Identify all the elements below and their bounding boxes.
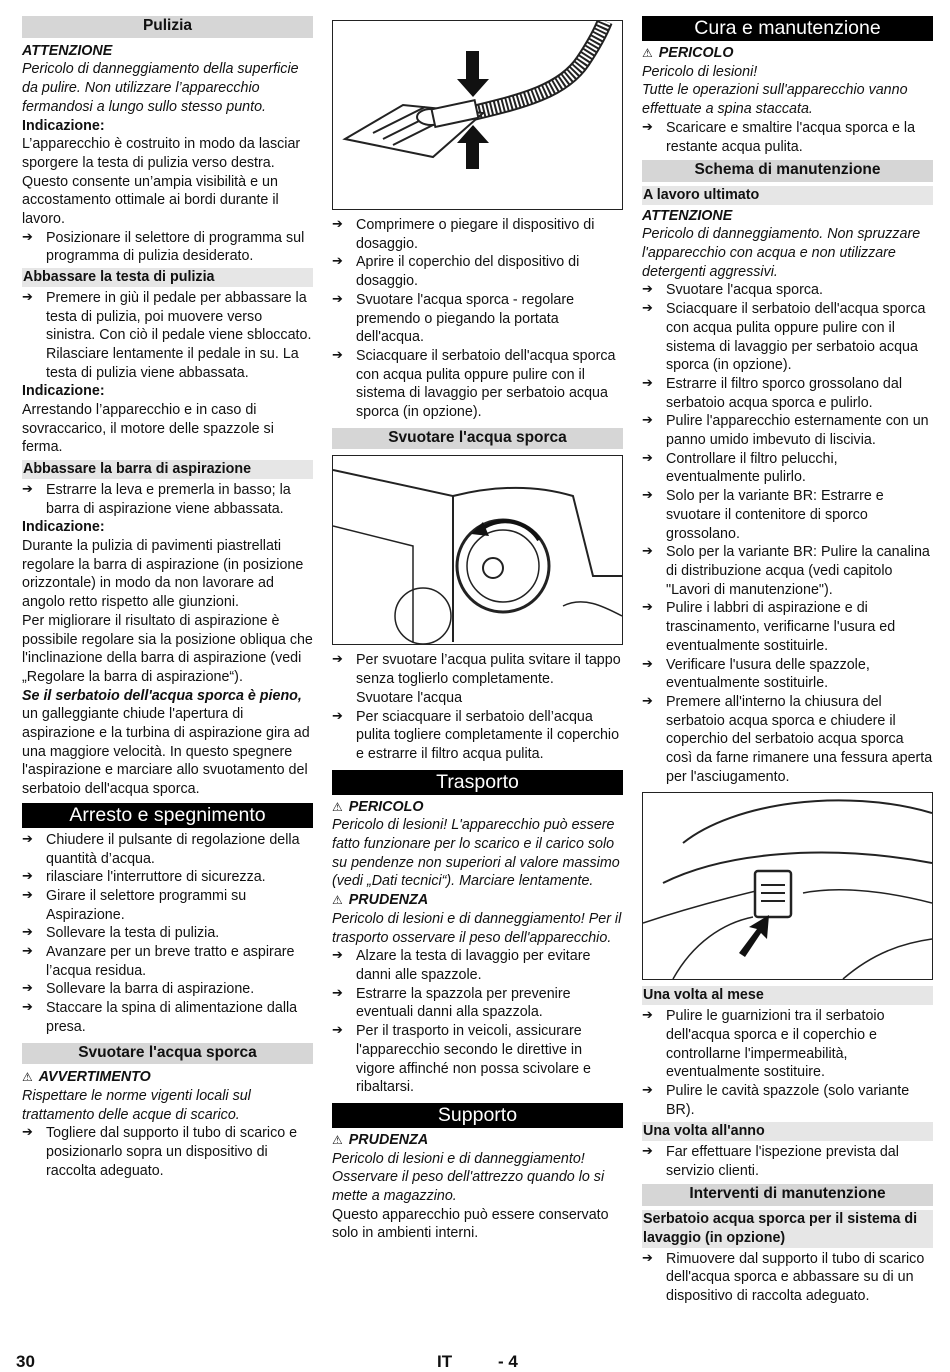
step-item: ➔ Pulire l'apparecchio esternamente con un panno umido imbevuto di liscivia.	[642, 412, 933, 449]
step-item: ➔ Aprire il coperchio del dispositivo di dosaggio.	[332, 253, 623, 290]
step-item: ➔ Controllare il filtro pelucchi, eventualmente pulirlo.	[642, 450, 933, 487]
step-item: ➔ Svuotare l'acqua sporca.	[642, 281, 933, 300]
step-list	[22, 831, 313, 1037]
caution-label: ⚠ PRUDENZA	[332, 892, 429, 909]
step-list	[22, 1124, 313, 1180]
step-list	[332, 651, 623, 763]
paragraph	[22, 687, 313, 799]
step-item: ➔ Per il trasporto in veicoli, assicurare l'apparecchio secondo le direttive in vigore affinché non possa scivolare e ribaltarsi.	[332, 1022, 623, 1097]
step-item: ➔ Solo per la variante BR: Estrarre e svuotare il contenitore di sporco grossolano.	[642, 487, 933, 543]
step-item: ➔ Staccare la spina di alimentazione dalla presa.	[22, 999, 313, 1036]
warning-text: Rispettare le norme vigenti locali sul trattamento delle acque di scarico.	[22, 1087, 251, 1123]
step-item: ➔ Chiudere il pulsante di regolazione della quantità d’acqua.	[22, 831, 313, 868]
step-item: ➔ Svuotare l'acqua sporca - regolare premendo o piegando la portata dell'acqua.	[332, 291, 623, 347]
subheading-abbassare-barra: Abbassare la barra di aspirazione	[22, 460, 313, 479]
warning-triangle-icon: ⚠	[332, 893, 343, 908]
section-heading-svuotare: Svuotare l'acqua sporca	[22, 1043, 313, 1065]
paragraph: Durante la pulizia di pavimenti piastrellati regolare la barra di aspirazione (in posizione orizzontale) in modo da non lavorare ad angolo retto rispetto alle giunzioni.	[22, 537, 304, 611]
danger-label: ⚠ PERICOLO	[642, 45, 734, 61]
column-3	[642, 16, 933, 1306]
step-list	[332, 947, 623, 1097]
section-heading-cura: Cura e manutenzione	[642, 16, 933, 41]
step-item: ➔ Estrarre la spazzola per prevenire eventuali danni alla spazzola.	[332, 985, 623, 1022]
section-heading-supporto: Supporto	[332, 1103, 623, 1128]
step-item: ➔ Far effettuare l'ispezione prevista dal servizio clienti.	[642, 1143, 933, 1180]
step-item: ➔ Per svuotare l’acqua pulita svitare il tappo senza toglierlo completamente. Svuotare l'acqua	[332, 651, 623, 707]
figure-drain-cap	[332, 455, 623, 645]
section-heading-interventi: Interventi di manutenzione	[642, 1184, 933, 1206]
step-item: ➔ Rimuovere dal supporto il tubo di scarico dell'acqua sporca e abbassare su di un dispositivo di raccolta adeguato.	[642, 1250, 933, 1306]
danger-text: Pericolo di lesioni! Tutte le operazioni sull'apparecchio vanno effettuate a spina staccata.	[642, 63, 908, 118]
step-item: ➔ Pulire le guarnizioni tra il serbatoio dell'acqua sporca e il coperchio e controllarne l'impermeabilità, eventualmente sostituire.	[642, 1007, 933, 1082]
paragraph: Per migliorare il risultato di aspirazione è possibile regolare sia la posizione obliqua che l'inclinazione della barra di aspirazione (vedi „Regolare la barra di aspirazione“).	[22, 612, 313, 685]
caution-label: ⚠ PRUDENZA	[332, 1131, 429, 1148]
step-item: ➔ Verificare l'usura delle spazzole, eventualmente sostituirle.	[642, 656, 933, 693]
section-heading-svuotare: Svuotare l'acqua sporca	[332, 428, 623, 450]
step-list	[642, 1250, 933, 1306]
warning-triangle-icon: ⚠	[332, 1132, 343, 1147]
column-2	[332, 16, 623, 1243]
tank-lid-illustration	[643, 793, 932, 979]
dosing-hose-illustration	[333, 21, 622, 209]
warning-label: ⚠ AVVERTIMENTO	[22, 1069, 151, 1086]
note-label: Indicazione:	[22, 117, 105, 134]
step-list	[22, 481, 313, 518]
page-number: 30	[16, 1352, 35, 1371]
step-item: ➔ Sollevare la barra di aspirazione.	[22, 980, 313, 999]
note-text: Arrestando l’apparecchio e in caso di sovraccarico, il motore delle spazzole si ferma.	[22, 402, 274, 456]
attention-text: Pericolo di danneggiamento della superficie da pulire. Non utilizzare l’apparecchio fermandosi a lungo sullo stesso punto.	[22, 61, 299, 115]
subheading-una-volta-al-mese: Una volta al mese	[642, 986, 933, 1005]
step-item: ➔ Estrarre il filtro sporco grossolano dal serbatoio acqua sporca e pulirlo.	[642, 375, 933, 412]
attention-text: Pericolo di danneggiamento. Non spruzzare l'apparecchio con acqua e non utilizzare detergenti aggressivi.	[642, 226, 921, 280]
danger-label: ⚠ PERICOLO	[332, 798, 424, 815]
subheading-a-lavoro-ultimato: A lavoro ultimato	[642, 186, 933, 205]
danger-text: Pericolo di lesioni! L'apparecchio può essere fatto funzionare per lo scarico e il carico solo su pendenze non superiori al valore massimo (vedi „Dati tecnici“). Marciare lentamente.	[332, 817, 620, 890]
section-heading-trasporto: Trasporto	[332, 770, 623, 795]
emphasis-text: Se il serbatoio dell'acqua sporca è pieno,	[22, 687, 302, 704]
step-list	[332, 216, 623, 422]
step-item: ➔ Togliere dal supporto il tubo di scarico e posizionarlo sopra un dispositivo di raccolta adeguato.	[22, 1124, 313, 1180]
step-item: ➔ Pulire le cavità spazzole (solo variante BR).	[642, 1082, 933, 1119]
step-list	[22, 289, 313, 383]
step-item: ➔ Estrarre la leva e premerla in basso; la barra di aspirazione viene abbassata.	[22, 481, 313, 518]
step-item: ➔ Avanzare per un breve tratto e aspirare l’acqua residua.	[22, 943, 313, 980]
section-heading-schema: Schema di manutenzione	[642, 160, 933, 182]
paragraph-text: un galleggiante chiude l'apertura di aspirazione e la turbina di aspirazione gira ad una maggiore velocità. In questo spegnere l'aspirazione e marciare allo svuotamento del serbatoio dell'acqua sporca.	[22, 706, 310, 798]
attention-label: ATTENZIONE	[22, 42, 113, 59]
step-item: ➔ Solo per la variante BR: Pulire la canalina di distribuzione acqua (vedi capitolo "Lavori di manutenzione").	[642, 543, 933, 599]
step-item: ➔ rilasciare l'interruttore di sicurezza.	[22, 868, 313, 887]
step-item: ➔ Pulire i labbri di aspirazione e di trascinamento, verificarne l'usura ed eventualmente sostituirle.	[642, 599, 933, 655]
subheading-una-volta-allanno: Una volta all'anno	[642, 1122, 933, 1141]
step-item: ➔ Scaricare e smaltire l'acqua sporca e la restante acqua pulita.	[642, 119, 933, 156]
step-item: ➔ Alzare la testa di lavaggio per evitare danni alle spazzole.	[332, 947, 623, 984]
language-code: IT	[437, 1352, 453, 1371]
drain-cap-illustration	[333, 456, 622, 644]
step-list	[642, 281, 933, 786]
step-item: ➔ Comprimere o piegare il dispositivo di dosaggio.	[332, 216, 623, 253]
step-item: ➔ Per sciacquare il serbatoio dell’acqua pulita togliere completamente il coperchio e estrarre il filtro acqua pulita.	[332, 708, 623, 764]
note-label: Indicazione:	[22, 519, 105, 536]
step-list	[642, 119, 933, 156]
section-heading-arresto: Arresto e spegnimento	[22, 803, 313, 828]
caution-text: Pericolo di lesioni e di danneggiamento! Per il trasporto osservare il peso dell'apparecchio.	[332, 910, 622, 946]
section-heading-pulizia: Pulizia	[22, 16, 313, 38]
caution-text: Pericolo di lesioni e di danneggiamento! Osservare il peso dell'attrezzo quando lo si mette a magazzino.	[332, 1150, 605, 1205]
step-item-extra: Svuotare l'acqua	[356, 689, 463, 706]
step-item: ➔ Premere in giù il pedale per abbassare la testa di pulizia, poi muovere verso sinistra. Con ciò il pedale viene sbloccato. Rilasciare lentamente il pedale in su. La testa di pulizia viene abbassata.	[22, 289, 313, 383]
step-list	[22, 229, 313, 266]
warning-triangle-icon: ⚠	[22, 1070, 33, 1085]
subheading-abbassare-testa: Abbassare la testa di pulizia	[22, 268, 313, 287]
step-item: ➔ Sciacquare il serbatoio dell'acqua sporca con acqua pulita oppure pulire con il sistema di lavaggio per serbatoio acqua sporca (in opzione).	[332, 347, 623, 422]
paragraph: Questo apparecchio può essere conservato solo in ambienti interni.	[332, 1206, 609, 1242]
attention-label: ATTENZIONE	[642, 207, 733, 224]
sub-page-number: - 4	[498, 1352, 518, 1371]
step-item: ➔ Girare il selettore programmi su Aspirazione.	[22, 887, 313, 924]
step-list	[642, 1143, 933, 1180]
step-item: ➔ Premere all'interno la chiusura del serbatoio acqua sporca e chiudere il coperchio del serbatoio acqua sporca così da farne rimanere una fessura aperta per l'asciugamento.	[642, 693, 933, 787]
step-item: ➔ Posizionare il selettore di programma sul programma di pulizia desiderato.	[22, 229, 313, 266]
warning-triangle-icon: ⚠	[332, 799, 343, 814]
subheading-serbatoio: Serbatoio acqua sporca per il sistema di lavaggio (in opzione)	[642, 1210, 933, 1247]
figure-tank-lid	[642, 792, 933, 980]
step-list	[642, 1007, 933, 1119]
note-label: Indicazione:	[22, 383, 105, 400]
figure-dosing-hose	[332, 20, 623, 210]
warning-triangle-icon: ⚠	[642, 46, 653, 60]
step-item: ➔ Sciacquare il serbatoio dell'acqua sporca con acqua pulita oppure pulire con il sistema di lavaggio per serbatoio acqua sporca (in opzione).	[642, 300, 933, 375]
column-1	[22, 16, 313, 1180]
step-item: ➔ Sollevare la testa di pulizia.	[22, 924, 313, 943]
note-text: L’apparecchio è costruito in modo da lasciar sporgere la testa di pulizia verso destra. Questo consente un’ampia visibilità e un accostamento ottimale ai bordi durante il lavoro.	[22, 136, 301, 228]
